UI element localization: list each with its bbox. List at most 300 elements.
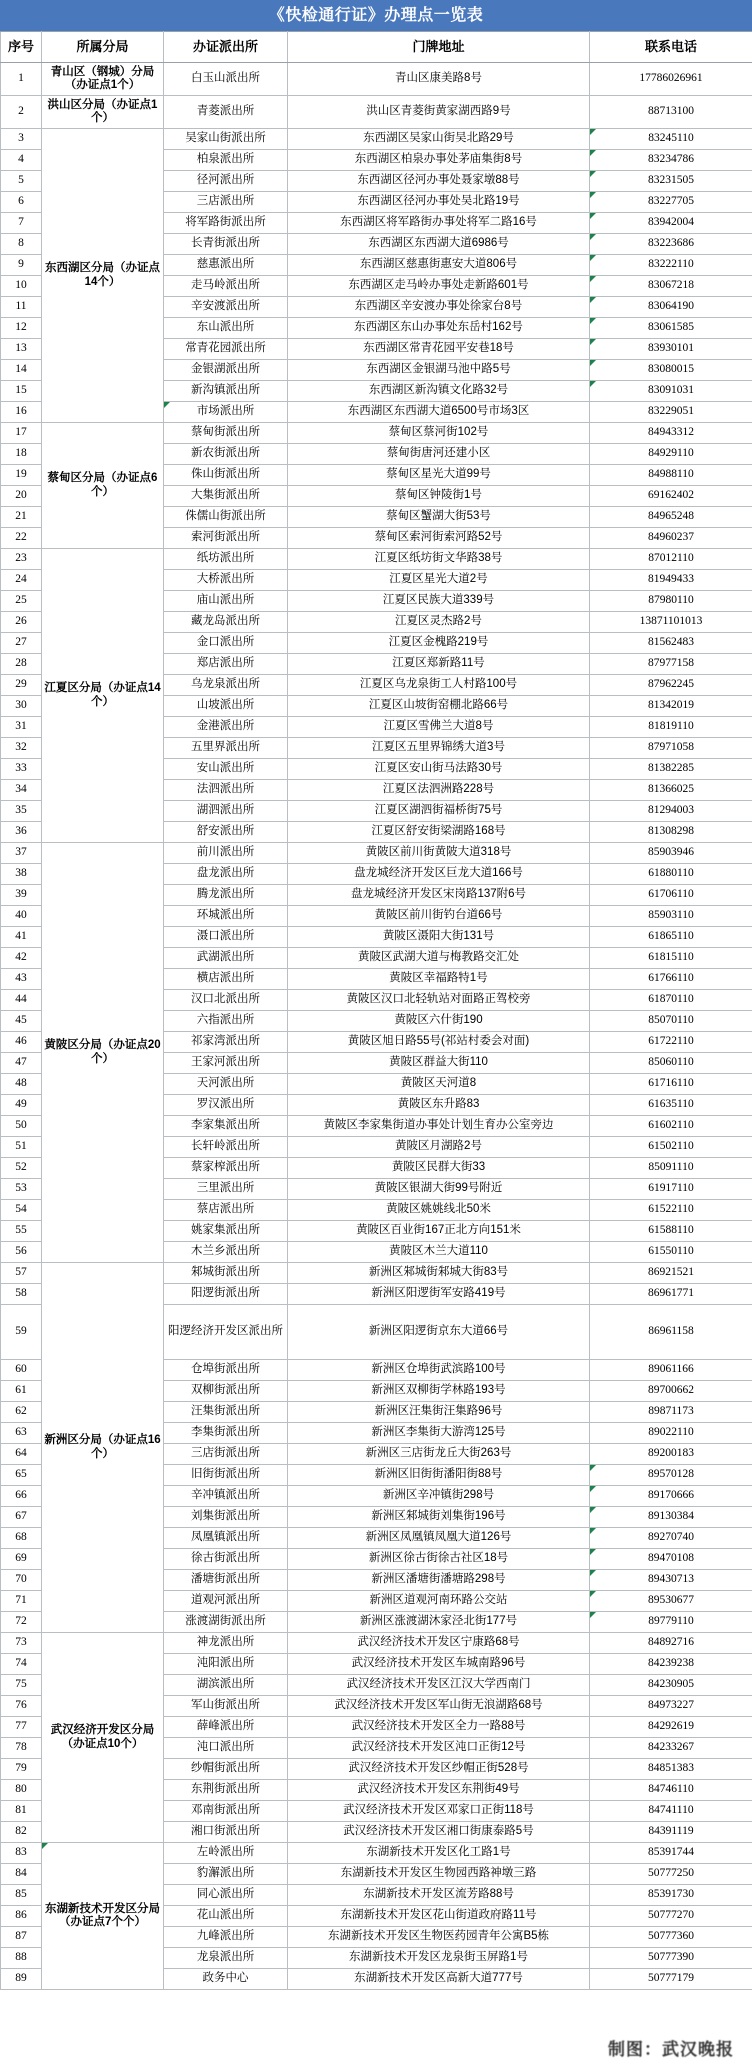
cell-seq: 67 [1, 1507, 42, 1528]
cell-station: 徐古街派出所 [164, 1549, 288, 1570]
cell-phone: 81294003 [590, 801, 752, 822]
cell-seq: 56 [1, 1242, 42, 1263]
cell-phone: 84391119 [590, 1822, 752, 1843]
cell-phone: 17786026961 [590, 63, 752, 96]
cell-address: 江夏区灵杰路2号 [288, 612, 590, 633]
cell-address: 江夏区安山街马法路30号 [288, 759, 590, 780]
cell-address: 黄陂区木兰大道110 [288, 1242, 590, 1263]
cell-seq: 69 [1, 1549, 42, 1570]
cell-phone: 84851383 [590, 1759, 752, 1780]
cell-address: 新洲区潘塘街潘塘路298号 [288, 1570, 590, 1591]
cell-seq: 7 [1, 213, 42, 234]
cell-phone: 89530677 [590, 1591, 752, 1612]
cell-address: 蔡甸区钟陵街1号 [288, 486, 590, 507]
cell-address: 东湖新技术开发区生物园西路神墩三路 [288, 1864, 590, 1885]
cell-station: 大集街派出所 [164, 486, 288, 507]
cell-seq: 81 [1, 1801, 42, 1822]
column-header-bureau: 所属分局 [42, 32, 164, 63]
cell-address: 武汉经济技术开发区东荆街49号 [288, 1780, 590, 1801]
cell-seq: 61 [1, 1381, 42, 1402]
cell-station: 三店街派出所 [164, 1444, 288, 1465]
cell-address: 东西湖区吴家山街吴北路29号 [288, 129, 590, 150]
cell-station: 李家集派出所 [164, 1116, 288, 1137]
cell-address: 东湖新技术开发区化工路1号 [288, 1843, 590, 1864]
cell-station: 径河派出所 [164, 171, 288, 192]
cell-bureau-group: 武汉经济开发区分局（办证点10个） [42, 1633, 164, 1843]
cell-station: 邓南街派出所 [164, 1801, 288, 1822]
cell-phone: 81342019 [590, 696, 752, 717]
cell-address: 东西湖区径河办事处聂家墩88号 [288, 171, 590, 192]
cell-station: 安山派出所 [164, 759, 288, 780]
cell-phone: 89200183 [590, 1444, 752, 1465]
table-row [1, 1633, 752, 1654]
cell-address: 新洲区李集街大游湾125号 [288, 1423, 590, 1444]
cell-phone: 85903946 [590, 843, 752, 864]
cell-station: 龙泉派出所 [164, 1948, 288, 1969]
cell-address: 蔡甸区索河街索河路52号 [288, 528, 590, 549]
processing-points-table [0, 31, 752, 1990]
cell-seq: 18 [1, 444, 42, 465]
cell-address: 黄陂区东升路83 [288, 1095, 590, 1116]
cell-station: 侏儒山街派出所 [164, 507, 288, 528]
cell-bureau-group: 蔡甸区分局（办证点6个） [42, 423, 164, 549]
cell-seq: 24 [1, 570, 42, 591]
cell-address: 东湖新技术开发区龙泉街玉屏路1号 [288, 1948, 590, 1969]
cell-seq: 83 [1, 1843, 42, 1864]
cell-address: 江夏区法泗洲路228号 [288, 780, 590, 801]
cell-seq: 36 [1, 822, 42, 843]
cell-address: 新洲区凤凰镇凤凰大道126号 [288, 1528, 590, 1549]
cell-address: 东西湖区新沟镇文化路32号 [288, 381, 590, 402]
cell-phone: 61588110 [590, 1221, 752, 1242]
cell-address: 黄陂区银湖大街99号附近 [288, 1179, 590, 1200]
cell-seq: 30 [1, 696, 42, 717]
cell-phone: 83064190 [590, 297, 752, 318]
cell-station: 三里派出所 [164, 1179, 288, 1200]
cell-station: 腾龙派出所 [164, 885, 288, 906]
cell-seq: 59 [1, 1305, 42, 1360]
cell-station: 白玉山派出所 [164, 63, 288, 96]
cell-seq: 66 [1, 1486, 42, 1507]
cell-station: 乌龙泉派出所 [164, 675, 288, 696]
cell-phone: 83223686 [590, 234, 752, 255]
cell-address: 东湖新技术开发区流芳路88号 [288, 1885, 590, 1906]
cell-station: 仓埠街派出所 [164, 1360, 288, 1381]
cell-address: 黄陂区六什街190 [288, 1011, 590, 1032]
cell-station: 三店派出所 [164, 192, 288, 213]
cell-station: 金银湖派出所 [164, 360, 288, 381]
cell-station: 东山派出所 [164, 318, 288, 339]
cell-station: 滠口派出所 [164, 927, 288, 948]
cell-address: 新洲区汪集街汪集路96号 [288, 1402, 590, 1423]
cell-address: 黄陂区姚姚线北50米 [288, 1200, 590, 1221]
cell-seq: 64 [1, 1444, 42, 1465]
cell-address: 江夏区湖泗街福桥街75号 [288, 801, 590, 822]
cell-phone: 84741110 [590, 1801, 752, 1822]
cell-station: 政务中心 [164, 1969, 288, 1990]
cell-phone: 83229051 [590, 402, 752, 423]
cell-address: 黄陂区天河道8 [288, 1074, 590, 1095]
cell-address: 江夏区五里界锦绣大道3号 [288, 738, 590, 759]
cell-address: 新洲区邾城街邾城大街83号 [288, 1263, 590, 1284]
cell-phone: 84746110 [590, 1780, 752, 1801]
cell-address: 东湖新技术开发区高新大道777号 [288, 1969, 590, 1990]
cell-bureau-group: 黄陂区分局（办证点20个） [42, 843, 164, 1263]
cell-seq: 88 [1, 1948, 42, 1969]
cell-address: 东西湖区常青花园平安巷18号 [288, 339, 590, 360]
cell-seq: 82 [1, 1822, 42, 1843]
cell-seq: 15 [1, 381, 42, 402]
cell-phone: 61522110 [590, 1200, 752, 1221]
cell-seq: 73 [1, 1633, 42, 1654]
cell-seq: 50 [1, 1116, 42, 1137]
cell-address: 黄陂区群益大街110 [288, 1053, 590, 1074]
cell-phone: 83231505 [590, 171, 752, 192]
cell-seq: 23 [1, 549, 42, 570]
cell-station: 姚家集派出所 [164, 1221, 288, 1242]
cell-phone: 84292619 [590, 1717, 752, 1738]
cell-seq: 52 [1, 1158, 42, 1179]
cell-phone: 85391744 [590, 1843, 752, 1864]
cell-bureau-group: 洪山区分局（办证点1个） [42, 96, 164, 129]
cell-phone: 84943312 [590, 423, 752, 444]
cell-address: 新洲区徐古街徐古社区18号 [288, 1549, 590, 1570]
credit-watermark: 制图：武汉晚报 [608, 2035, 734, 2060]
cell-seq: 35 [1, 801, 42, 822]
cell-station: 侏山街派出所 [164, 465, 288, 486]
cell-address: 黄陂区幸福路特1号 [288, 969, 590, 990]
cell-station: 五里界派出所 [164, 738, 288, 759]
cell-address: 黄陂区滠阳大街131号 [288, 927, 590, 948]
cell-seq: 19 [1, 465, 42, 486]
cell-seq: 45 [1, 1011, 42, 1032]
cell-address: 黄陂区前川街黄陂大道318号 [288, 843, 590, 864]
cell-address: 东西湖区柏泉办事处茅庙集街8号 [288, 150, 590, 171]
cell-address: 蔡甸区蔡河街102号 [288, 423, 590, 444]
cell-phone: 89270740 [590, 1528, 752, 1549]
cell-address: 黄陂区汉口北轻轨站对面路正驾校旁 [288, 990, 590, 1011]
cell-phone: 81949433 [590, 570, 752, 591]
cell-seq: 29 [1, 675, 42, 696]
cell-address: 武汉经济技术开发区宁康路68号 [288, 1633, 590, 1654]
cell-station: 湖滨派出所 [164, 1675, 288, 1696]
table-row [1, 423, 752, 444]
cell-phone: 84965248 [590, 507, 752, 528]
cell-phone: 84892716 [590, 1633, 752, 1654]
cell-seq: 10 [1, 276, 42, 297]
cell-seq: 68 [1, 1528, 42, 1549]
cell-seq: 12 [1, 318, 42, 339]
cell-bureau-group: 青山区（钢城）分局（办证点1个） [42, 63, 164, 96]
cell-phone: 84239238 [590, 1654, 752, 1675]
cell-phone: 61502110 [590, 1137, 752, 1158]
cell-address: 蔡甸街唐河还建小区 [288, 444, 590, 465]
cell-phone: 81382285 [590, 759, 752, 780]
cell-phone: 50777250 [590, 1864, 752, 1885]
cell-seq: 13 [1, 339, 42, 360]
cell-address: 蔡甸区蟹湖大街53号 [288, 507, 590, 528]
cell-phone: 83067218 [590, 276, 752, 297]
cell-station: 前川派出所 [164, 843, 288, 864]
cell-seq: 16 [1, 402, 42, 423]
cell-station: 刘集街派出所 [164, 1507, 288, 1528]
cell-phone: 89430713 [590, 1570, 752, 1591]
cell-address: 东西湖区径河办事处吴北路19号 [288, 192, 590, 213]
cell-phone: 85391730 [590, 1885, 752, 1906]
cell-phone: 69162402 [590, 486, 752, 507]
cell-seq: 46 [1, 1032, 42, 1053]
cell-address: 东西湖区金银湖马池中路5号 [288, 360, 590, 381]
cell-phone: 87971058 [590, 738, 752, 759]
cell-address: 新洲区涨渡湖沐家泾北街177号 [288, 1612, 590, 1633]
cell-seq: 8 [1, 234, 42, 255]
cell-address: 武汉经济技术开发区湘口街康泰路5号 [288, 1822, 590, 1843]
cell-seq: 11 [1, 297, 42, 318]
cell-phone: 84929110 [590, 444, 752, 465]
cell-phone: 89061166 [590, 1360, 752, 1381]
cell-address: 黄陂区民群大街33 [288, 1158, 590, 1179]
cell-seq: 70 [1, 1570, 42, 1591]
cell-seq: 87 [1, 1927, 42, 1948]
cell-station: 舒安派出所 [164, 822, 288, 843]
cell-seq: 20 [1, 486, 42, 507]
cell-address: 新洲区阳逻街京东大道66号 [288, 1305, 590, 1360]
cell-station: 湘口街派出所 [164, 1822, 288, 1843]
cell-station: 阳逻经济开发区派出所 [164, 1305, 288, 1360]
cell-phone: 61635110 [590, 1095, 752, 1116]
cell-address: 洪山区青菱街黄家湖西路9号 [288, 96, 590, 129]
cell-station: 李集街派出所 [164, 1423, 288, 1444]
cell-station: 凤凰镇派出所 [164, 1528, 288, 1549]
cell-address: 东湖新技术开发区花山街道政府路11号 [288, 1906, 590, 1927]
cell-address: 武汉经济技术开发区军山街无浪湖路68号 [288, 1696, 590, 1717]
cell-seq: 77 [1, 1717, 42, 1738]
cell-address: 黄陂区月湖路2号 [288, 1137, 590, 1158]
cell-address: 东西湖区将军路街办事处将军二路16号 [288, 213, 590, 234]
cell-station: 祁家湾派出所 [164, 1032, 288, 1053]
column-header-seq: 序号 [1, 32, 42, 63]
cell-address: 东西湖区东西湖大道6500号市场3区 [288, 402, 590, 423]
cell-station: 蔡店派出所 [164, 1200, 288, 1221]
cell-address: 新洲区阳逻街军安路419号 [288, 1284, 590, 1305]
cell-phone: 85060110 [590, 1053, 752, 1074]
cell-station: 邾城街派出所 [164, 1263, 288, 1284]
cell-bureau-group: 东西湖区分局（办证点14个） [42, 129, 164, 423]
table-row [1, 63, 752, 96]
cell-station: 天河派出所 [164, 1074, 288, 1095]
cell-address: 武汉经济技术开发区纱帽正街528号 [288, 1759, 590, 1780]
cell-phone: 87980110 [590, 591, 752, 612]
cell-station: 沌阳派出所 [164, 1654, 288, 1675]
cell-station: 九峰派出所 [164, 1927, 288, 1948]
cell-station: 罗汉派出所 [164, 1095, 288, 1116]
cell-phone: 86961158 [590, 1305, 752, 1360]
table-row [1, 96, 752, 129]
cell-station: 辛安渡派出所 [164, 297, 288, 318]
cell-station: 慈惠派出所 [164, 255, 288, 276]
cell-station: 道观河派出所 [164, 1591, 288, 1612]
cell-seq: 26 [1, 612, 42, 633]
cell-seq: 37 [1, 843, 42, 864]
cell-seq: 51 [1, 1137, 42, 1158]
cell-seq: 78 [1, 1738, 42, 1759]
cell-address: 武汉经济技术开发区邓家口正街118号 [288, 1801, 590, 1822]
cell-phone: 89170666 [590, 1486, 752, 1507]
cell-station: 横店派出所 [164, 969, 288, 990]
cell-address: 东湖新技术开发区生物医药园青年公寓B5栋 [288, 1927, 590, 1948]
cell-seq: 47 [1, 1053, 42, 1074]
cell-phone: 87962245 [590, 675, 752, 696]
cell-seq: 89 [1, 1969, 42, 1990]
cell-phone: 50777390 [590, 1948, 752, 1969]
cell-address: 盘龙城经济开发区宋岗路137附6号 [288, 885, 590, 906]
cell-seq: 49 [1, 1095, 42, 1116]
cell-station: 蔡甸街派出所 [164, 423, 288, 444]
cell-phone: 61716110 [590, 1074, 752, 1095]
cell-address: 武汉经济技术开发区全力一路88号 [288, 1717, 590, 1738]
cell-seq: 31 [1, 717, 42, 738]
cell-seq: 33 [1, 759, 42, 780]
table-row [1, 129, 752, 150]
cell-seq: 2 [1, 96, 42, 129]
cell-station: 长轩岭派出所 [164, 1137, 288, 1158]
cell-seq: 55 [1, 1221, 42, 1242]
table-header-row [1, 32, 752, 63]
cell-phone: 61602110 [590, 1116, 752, 1137]
cell-station: 庙山派出所 [164, 591, 288, 612]
cell-address: 武汉经济技术开发区江汉大学西南门 [288, 1675, 590, 1696]
cell-station: 吴家山街派出所 [164, 129, 288, 150]
cell-phone: 13871101013 [590, 612, 752, 633]
cell-address: 江夏区郑新路11号 [288, 654, 590, 675]
cell-station: 王家河派出所 [164, 1053, 288, 1074]
cell-station: 蔡家榨派出所 [164, 1158, 288, 1179]
document-title-banner [0, 0, 752, 31]
cell-station: 环城派出所 [164, 906, 288, 927]
cell-seq: 3 [1, 129, 42, 150]
cell-phone: 89871173 [590, 1402, 752, 1423]
cell-address: 东西湖区东西湖大道6986号 [288, 234, 590, 255]
cell-station: 纸坊派出所 [164, 549, 288, 570]
cell-seq: 34 [1, 780, 42, 801]
cell-station: 常青花园派出所 [164, 339, 288, 360]
cell-station: 六指派出所 [164, 1011, 288, 1032]
column-header-address: 门牌地址 [288, 32, 590, 63]
cell-phone: 83091031 [590, 381, 752, 402]
page-title: 《快检通行证》办理点一览表 [269, 8, 484, 24]
cell-station: 藏龙岛派出所 [164, 612, 288, 633]
cell-seq: 9 [1, 255, 42, 276]
cell-phone: 83942004 [590, 213, 752, 234]
cell-phone: 61722110 [590, 1032, 752, 1053]
cell-phone: 89022110 [590, 1423, 752, 1444]
cell-station: 阳逻街派出所 [164, 1284, 288, 1305]
cell-seq: 85 [1, 1885, 42, 1906]
cell-seq: 75 [1, 1675, 42, 1696]
cell-phone: 81819110 [590, 717, 752, 738]
cell-station: 潘塘街派出所 [164, 1570, 288, 1591]
cell-address: 黄陂区百业街167正北方向151米 [288, 1221, 590, 1242]
cell-station: 长青街派出所 [164, 234, 288, 255]
column-header-station: 办证派出所 [164, 32, 288, 63]
cell-phone: 50777360 [590, 1927, 752, 1948]
cell-phone: 83930101 [590, 339, 752, 360]
table-body [1, 63, 752, 1990]
cell-station: 汉口北派出所 [164, 990, 288, 1011]
cell-address: 江夏区纸坊街文华路38号 [288, 549, 590, 570]
cell-station: 东荆街派出所 [164, 1780, 288, 1801]
cell-seq: 58 [1, 1284, 42, 1305]
cell-address: 新洲区道观河南环路公交站 [288, 1591, 590, 1612]
cell-phone: 50777270 [590, 1906, 752, 1927]
cell-address: 新洲区旧街街潘阳街88号 [288, 1465, 590, 1486]
cell-seq: 76 [1, 1696, 42, 1717]
cell-phone: 89779110 [590, 1612, 752, 1633]
cell-phone: 61706110 [590, 885, 752, 906]
cell-seq: 63 [1, 1423, 42, 1444]
cell-seq: 48 [1, 1074, 42, 1095]
cell-phone: 81366025 [590, 780, 752, 801]
cell-station: 豹澥派出所 [164, 1864, 288, 1885]
cell-station: 青菱派出所 [164, 96, 288, 129]
cell-seq: 71 [1, 1591, 42, 1612]
cell-seq: 27 [1, 633, 42, 654]
cell-address: 武汉经济技术开发区沌口正街12号 [288, 1738, 590, 1759]
cell-seq: 60 [1, 1360, 42, 1381]
cell-phone: 61550110 [590, 1242, 752, 1263]
cell-address: 黄陂区前川街钓台道66号 [288, 906, 590, 927]
cell-address: 黄陂区旭日路55号(祁站村委会对面) [288, 1032, 590, 1053]
cell-station: 武湖派出所 [164, 948, 288, 969]
cell-phone: 50777179 [590, 1969, 752, 1990]
cell-station: 左岭派出所 [164, 1843, 288, 1864]
cell-seq: 21 [1, 507, 42, 528]
cell-address: 黄陂区武湖大道与梅教路交汇处 [288, 948, 590, 969]
cell-address: 江夏区金槐路219号 [288, 633, 590, 654]
cell-phone: 89700662 [590, 1381, 752, 1402]
cell-station: 湖泗派出所 [164, 801, 288, 822]
cell-phone: 83234786 [590, 150, 752, 171]
cell-seq: 86 [1, 1906, 42, 1927]
cell-phone: 83080015 [590, 360, 752, 381]
cell-bureau-group: 新洲区分局（办证点16个） [42, 1263, 164, 1633]
cell-phone: 85091110 [590, 1158, 752, 1179]
cell-station: 索河街派出所 [164, 528, 288, 549]
cell-phone: 83222110 [590, 255, 752, 276]
cell-address: 江夏区雪佛兰大道8号 [288, 717, 590, 738]
cell-seq: 57 [1, 1263, 42, 1284]
cell-station: 沌口派出所 [164, 1738, 288, 1759]
cell-seq: 6 [1, 192, 42, 213]
cell-station: 旧街街派出所 [164, 1465, 288, 1486]
cell-station: 市场派出所 [164, 402, 288, 423]
cell-station: 新农街派出所 [164, 444, 288, 465]
table-row [1, 1843, 752, 1864]
cell-phone: 81308298 [590, 822, 752, 843]
cell-station: 山坡派出所 [164, 696, 288, 717]
cell-phone: 85903110 [590, 906, 752, 927]
cell-station: 辛冲镇派出所 [164, 1486, 288, 1507]
cell-seq: 41 [1, 927, 42, 948]
cell-phone: 83245110 [590, 129, 752, 150]
cell-address: 新洲区仓埠街武滨路100号 [288, 1360, 590, 1381]
cell-phone: 61870110 [590, 990, 752, 1011]
cell-seq: 43 [1, 969, 42, 990]
cell-seq: 39 [1, 885, 42, 906]
cell-address: 江夏区乌龙泉街工人村路100号 [288, 675, 590, 696]
cell-phone: 83061585 [590, 318, 752, 339]
cell-seq: 17 [1, 423, 42, 444]
